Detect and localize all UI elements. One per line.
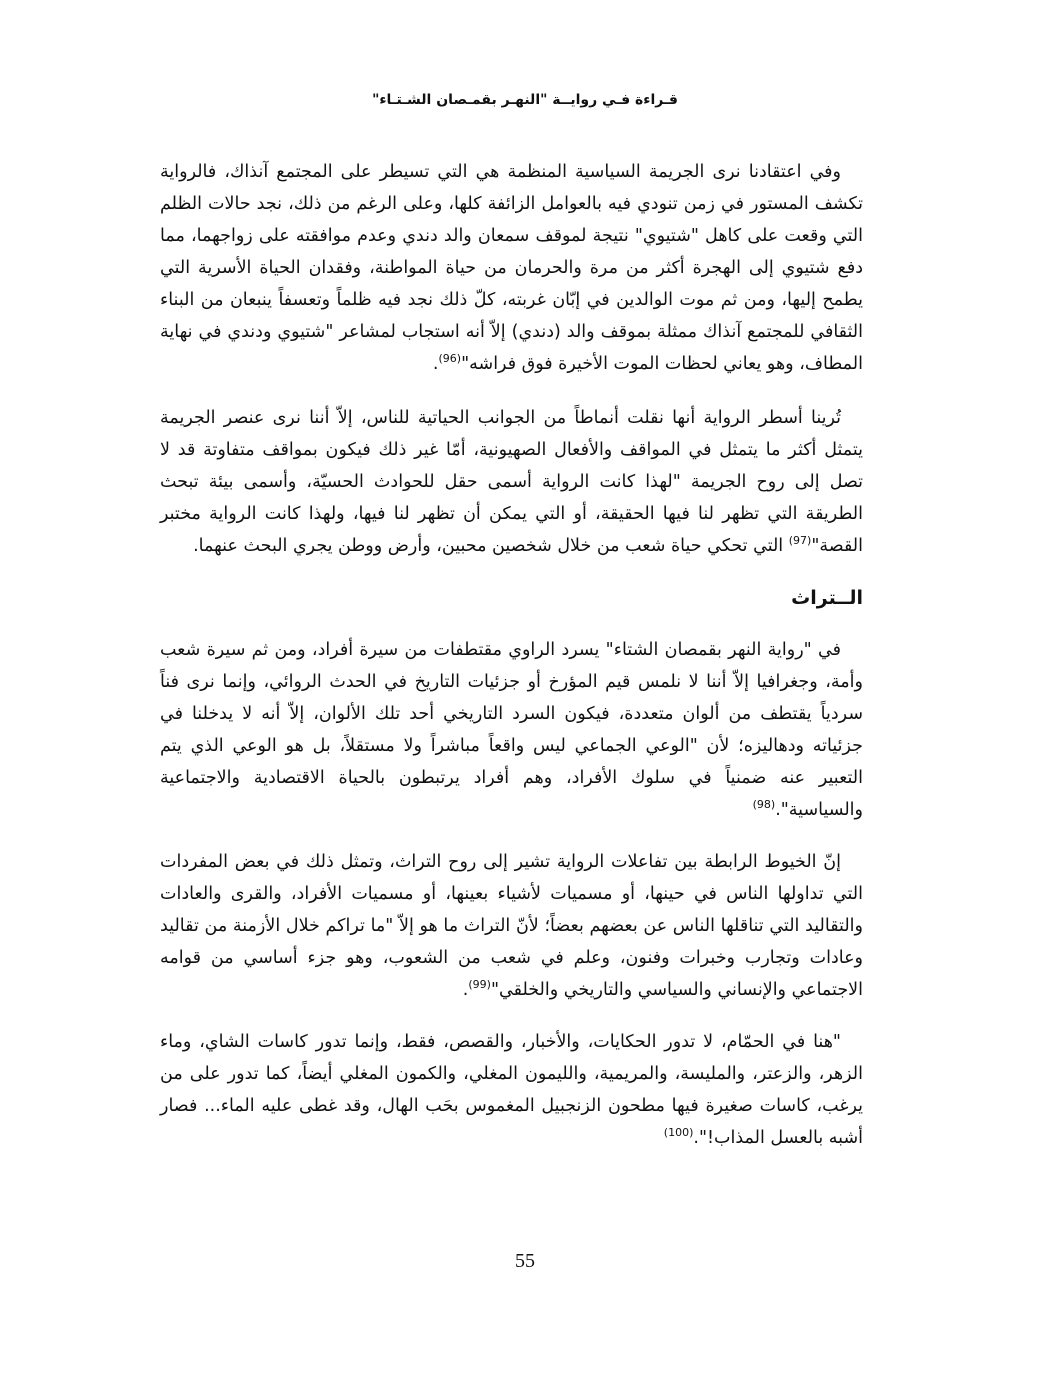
paragraph-1 [160,156,863,380]
paragraph-2-tail: التي تحكي حياة شعب من خلال شخصين محبين، وأرض ووطن يجري البحث عنهما. [193,536,789,556]
footnote-ref-96[interactable]: (96) [438,352,462,366]
footnote-ref-99[interactable]: (99) [468,978,491,992]
paragraph-2 [160,402,863,562]
footnote-ref-100[interactable]: (100) [663,1126,694,1140]
paragraph-1-text: وفي اعتقادنا نرى الجريمة السياسية المنظمة هي التي تسيطر على المجتمع آنذاك، فالرواية تكشف المستور في زمن تنودي فيه بالعوامل الزائفة كلها، وعلى الرغم من ذلك، نجد حالات الظلم التي وقعت على كاهل "شتيوي" نتيجة لموقف سمعان والد دندي وعدم موافقته على زواجهما، مما دفع شتيوي إلى الهجرة أكثر من مرة والحرمان من حياة المواطنة، وفقدان الحياة الأسرية التي يطمح إليها، ومن ثم موت الوالدين في إبّان غربته، كلّ ذلك نجد فيه ظلماً وتعسفاً ينبعان من البناء الثقافي للمجتمع آنذاك ممثلة بموقف والد (دندي) إلاّ أنه استجاب لمشاعر "شتيوي ودندي في نهاية المطاف، وهو يعاني لحظات الموت الأخيرة فوق فراشه" [160,162,863,374]
paragraph-4-tail: . [462,980,469,1000]
paragraph-4-text: إنّ الخيوط الرابطة بين تفاعلات الرواية تشير إلى روح التراث، وتمثل ذلك في بعض المفردات التي تداولها الناس في حينها، أو مسميات لأشياء بعينها، أو مسميات الأفراد، والقرى والعادات والتقاليد التي تناقلها الناس عن بعضهم بعضاً؛ لأنّ التراث ما هو إلاّ "ما تراكم خلال الأزمنة من تقاليد وعادات وتجارب وخبرات وفنون، وعلم في شعب من الشعوب، وهو جزء أساسي من قوامه الاجتماعي والإنساني والسياسي والتاريخي والخلقي" [160,852,863,1000]
body-text [160,156,863,1154]
paragraph-2-text: تُرينا أسطر الرواية أنها نقلت أنماطاً من الجوانب الحياتية للناس، إلاّ أننا نرى عنصر الجريمة يتمثل أكثر ما يتمثل في المواقف والأفعال الصهيونية، أمّا غير ذلك فيكون بمواقف متفاوتة قد لا تصل إلى روح الجريمة "لهذا كانت الرواية أسمى حقل للحوادث الحسيّة، وأسمى بيئة تبحث الطريقة التي تظهر لنا فيها الحقيقة، أو التي يمكن أن تظهر لنا فيها، ولهذا كانت الرواية مختبر القصة" [160,408,863,556]
footnote-ref-98[interactable]: (98) [752,798,776,812]
paragraph-3-text: في "رواية النهر بقمصان الشتاء" يسرد الراوي مقتطفات من سيرة أفراد، ومن ثم سيرة شعب وأمة، وجغرافيا إلاّ أننا لا نلمس قيم المؤرخ أو جزئيات التاريخ في الحدث الروائي، وإنما نرى فناً سردياً يقتطف من ألوان متعددة، فيكون السرد التاريخي أحد تلك الألوان، إلاّ أنه لا يدخلنا في جزئياته ودهاليزه؛ لأن "الوعي الجماعي ليس واقعاً مباشراً ولا مستقلاً، بل هو الوعي الذي يتم التعبير عنه ضمنياً في سلوك الأفراد، وهم أفراد يرتبطون بالحياة الاقتصادية والاجتماعية والسياسية". [160,640,863,820]
paragraph-5 [160,1026,863,1154]
page-number: 55 [515,1250,535,1272]
running-header: قـراءة فـي روايــة "النهـر بقمـصان الشـتـاء" [372,92,678,108]
section-heading: الــتراث [791,587,863,609]
paragraph-1-tail: . [432,354,439,374]
paragraph-4 [160,846,863,1006]
paragraph-5-text: "هنا في الحمّام، لا تدور الحكايات، والأخبار، والقصص، فقط، وإنما تدور كاسات الشاي، وماء الزهر، والزعتر، والمليسة، والمريمية، والليمون المغلي، والكمون المغلي أيضاً، كما تدور على من يرغب، كاسات صغيرة فيها مطحون الزنجبيل المغموس بحَب الهال، وقد غطى عليه الماء... فصار أشبه بالعسل المذاب!". [160,1032,863,1148]
footnote-ref-97[interactable]: (97) [788,534,812,548]
paragraph-3 [160,634,863,826]
